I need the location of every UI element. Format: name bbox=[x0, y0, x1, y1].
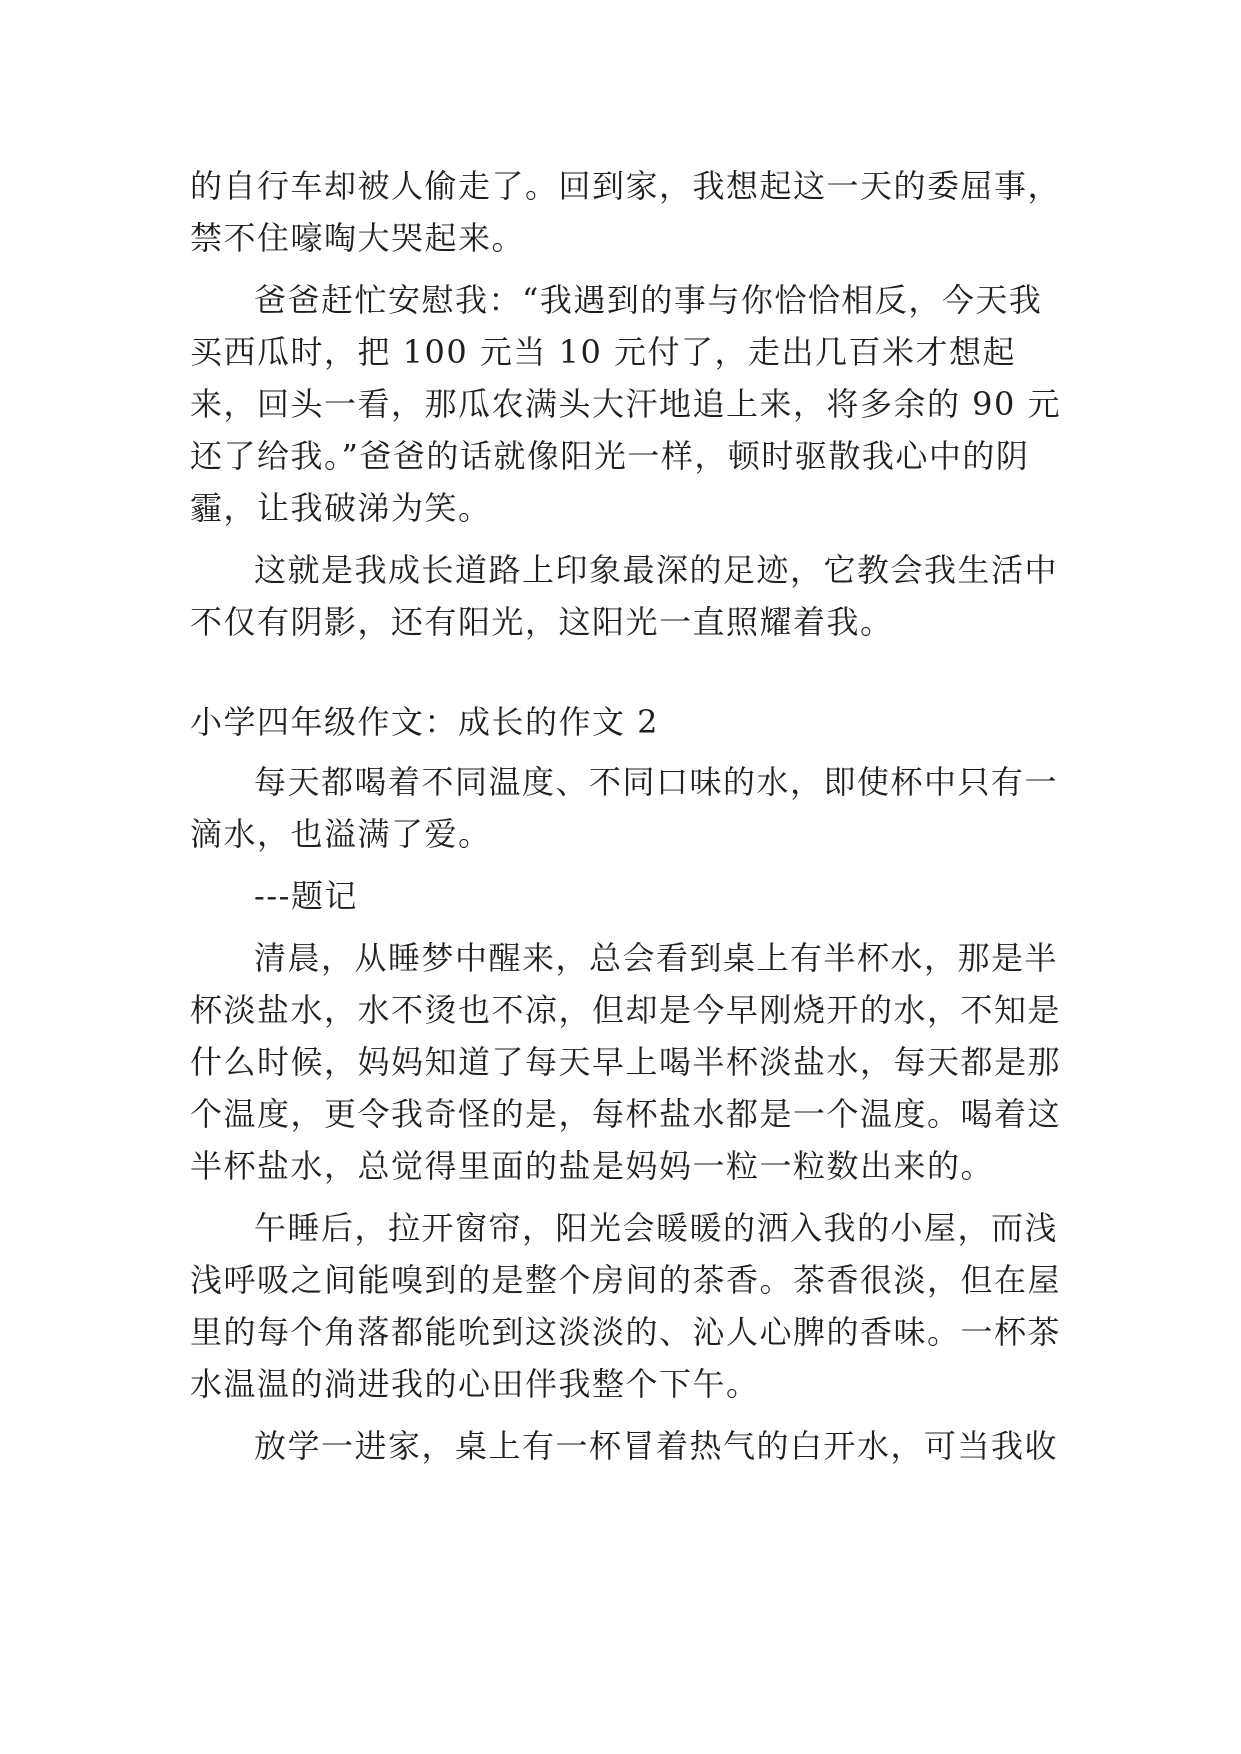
paragraph-morning: 清晨，从睡梦中醒来，总会看到桌上有半杯水，那是半杯淡盐水，水不烫也不凉，但却是今早刚烧开的水，不知是什么时候，妈妈知道了每天早上喝半杯淡盐水，每天都是那个温度，更令我奇怪的是，每杯盐水都是一个温度。喝着这半杯盐水，总觉得里面的盐是妈妈一粒一粒数出来的。 bbox=[190, 939, 1062, 1185]
paragraph-conclusion: 这就是我成长道路上印象最深的足迹，它教会我生活中不仅有阴影，还有阳光，这阳光一直照耀着我。 bbox=[190, 551, 1059, 641]
paragraph-after-school: 放学一进家，桌上有一杯冒着热气的白开水，可当我收 bbox=[254, 1427, 1059, 1465]
paragraph-epigraph: ---题记 bbox=[254, 877, 358, 915]
paragraph-continuation: 的自行车却被人偷走了。回到家，我想起这一天的委屈事，禁不住嚎啕大哭起来。 bbox=[190, 167, 1062, 257]
essay-heading: 小学四年级作文：成长的作文 2 bbox=[190, 703, 660, 741]
paragraph-intro: 每天都喝着不同温度、不同口味的水，即使杯中只有一滴水，也溢满了爱。 bbox=[190, 763, 1059, 853]
paragraph-afternoon: 午睡后，拉开窗帘，阳光会暖暖的洒入我的小屋，而浅浅呼吸之间能嗅到的是整个房间的茶香。茶香很淡，但在屋里的每个角落都能吮到这淡淡的、沁人心脾的香味。一杯茶水温温的淌进我的心田伴我整个下午。 bbox=[190, 1209, 1062, 1403]
document-body bbox=[190, 160, 1070, 1482]
paragraph-father-comfort: 爸爸赶忙安慰我：“我遇到的事与你恰恰相反，今天我买西瓜时，把 100 元当 10 元付了，走出几百米才想起来，回头一看，那瓜农满头大汗地追上来，将多余的 90 元还了给我。”爸爸的话就像阳光一样，顿时驱散我心中的阴霾，让我破涕为笑。 bbox=[190, 281, 1062, 527]
